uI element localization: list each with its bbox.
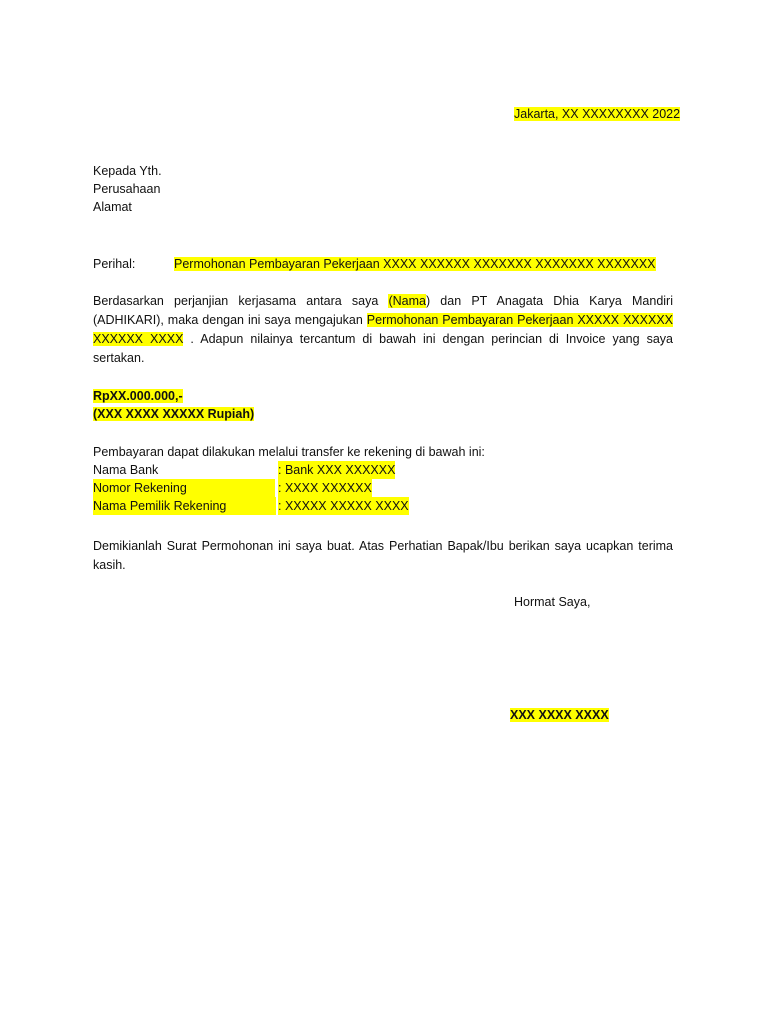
amount-words-text: (XXX XXXX XXXXX Rupiah) bbox=[93, 407, 255, 421]
place-date bbox=[514, 105, 680, 123]
place-date-text: Jakarta, XX XXXXXXXX 2022 bbox=[514, 107, 681, 121]
recipient-line-1: Kepada Yth. bbox=[93, 164, 162, 178]
transfer-label-account-owner: Nama Pemilik Rekening bbox=[93, 497, 276, 515]
transfer-intro: Pembayaran dapat dilakukan melalui transfer ke rekening di bawah ini: bbox=[93, 445, 485, 459]
transfer-colon-account-number: : bbox=[278, 481, 282, 495]
subject-text: Permohonan Pembayaran Pekerjaan XXXX XXXXXX XXXXXXX XXXXXXX XXXXXXX bbox=[174, 257, 656, 271]
body1-part3: . Adapun nilainya tercantum di bawah ini dengan perincian di Invoice yang saya sertakan. bbox=[93, 332, 673, 365]
recipient-line-3: Alamat bbox=[93, 200, 132, 214]
transfer-label-bank: Nama Bank bbox=[93, 463, 159, 477]
transfer-value-account-number-text: XXXX XXXXXX bbox=[281, 481, 372, 495]
subject-value bbox=[174, 255, 656, 273]
amount-value bbox=[93, 387, 183, 405]
regards: Hormat Saya, bbox=[514, 595, 591, 609]
body1-part2: ) dan PT Anagata Dhia Karya Mandiri (ADHIKARI), maka dengan ini saya mengajukan bbox=[93, 294, 673, 327]
transfer-value-bank-text: XXX XXXXXX bbox=[313, 463, 396, 477]
transfer-value-account-number bbox=[278, 479, 372, 497]
body1-highlight: Permohonan Pembayaran Pekerjaan XXXXX XXXXXX XXXXXX XXXX bbox=[93, 313, 673, 346]
amount-words bbox=[93, 405, 254, 423]
transfer-label-account-number: Nomor Rekening bbox=[93, 479, 275, 497]
closing-paragraph: Demikianlah Surat Permohonan ini saya buat. Atas Perhatian Bapak/Ibu berikan saya ucapkan terima kasih. bbox=[93, 539, 673, 572]
signer-name bbox=[510, 706, 609, 724]
transfer-value-account-owner-text: XXXXX XXXXX XXXX bbox=[281, 499, 409, 513]
subject-label: Perihal: bbox=[93, 257, 136, 271]
transfer-value-account-owner bbox=[278, 497, 409, 515]
transfer-value-bank bbox=[278, 461, 395, 479]
recipient-line-2: Perusahaan bbox=[93, 182, 161, 196]
body1-name-open: ( bbox=[388, 294, 393, 308]
transfer-colon-bank: : Bank bbox=[278, 463, 314, 477]
amount-value-text: RpXX.000.000,- bbox=[93, 389, 183, 403]
body1-name: Nama bbox=[392, 294, 426, 308]
body-paragraph-1 bbox=[93, 292, 673, 368]
transfer-colon-account-owner: : bbox=[278, 499, 282, 513]
signer-name-text: XXX XXXX XXXX bbox=[510, 708, 609, 722]
body1-part1: Berdasarkan perjanjian kerjasama antara saya bbox=[93, 294, 389, 308]
